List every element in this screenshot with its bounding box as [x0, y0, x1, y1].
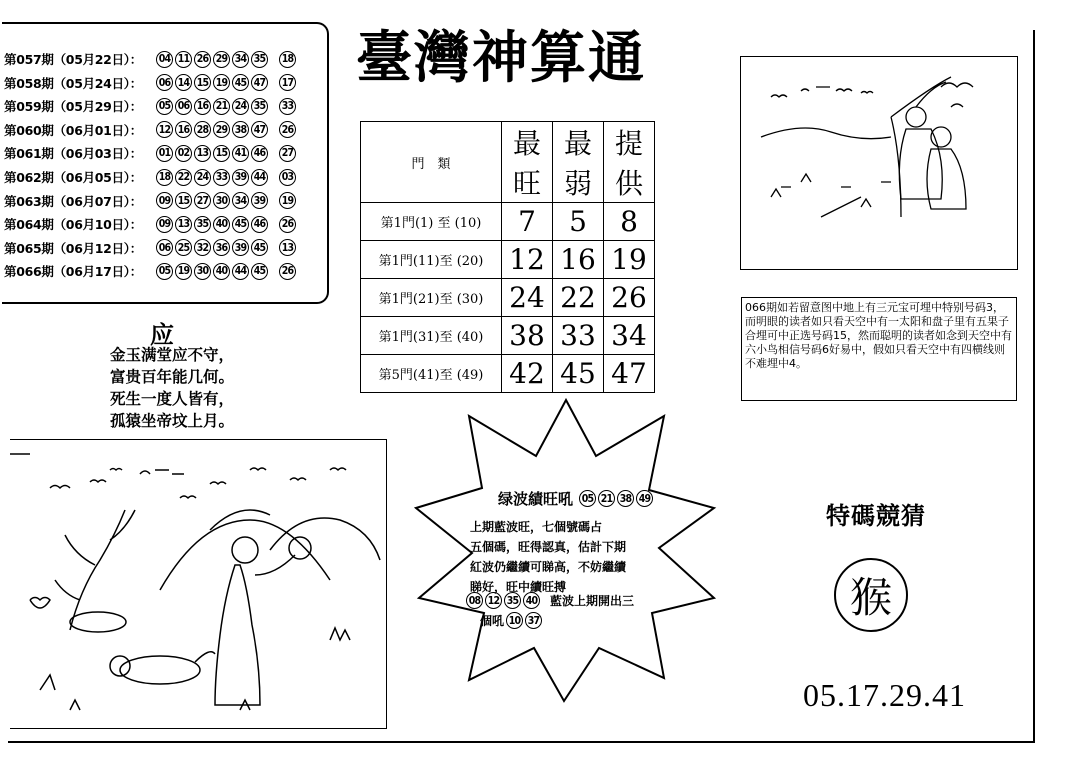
number-ball: 28 [194, 121, 211, 138]
cell-hottest: 42 [502, 355, 553, 393]
number-ball: 33 [213, 169, 230, 186]
page-frame-bottom [8, 741, 1035, 743]
star-row-2 [480, 612, 542, 629]
number-ball: 05 [156, 263, 173, 280]
number-ball: 19 [175, 263, 192, 280]
number-ball: 47 [251, 74, 268, 91]
number-ball: 06 [156, 239, 173, 256]
cell-hottest: 24 [502, 279, 553, 317]
number-ball: 45 [232, 74, 249, 91]
special-number-ball: 03 [279, 169, 296, 186]
number-ball: 39 [232, 239, 249, 256]
gate-table [360, 121, 655, 393]
draw-numbers [156, 192, 268, 209]
draw-label: 第065期（06月12日）： [4, 240, 142, 256]
illustration-old-men [740, 56, 1018, 270]
star-row2-balls [506, 612, 542, 629]
history-row [4, 95, 296, 117]
row-label: 第1門(1) 至 (10) [361, 203, 502, 241]
illustration-drawing [10, 440, 386, 728]
draw-numbers [156, 145, 268, 162]
table-row [361, 355, 655, 393]
special-number-ball: 26 [279, 216, 296, 233]
number-ball: 35 [251, 51, 268, 68]
number-ball: 16 [194, 98, 211, 115]
star-heading-text: 绿波績旺吼 [498, 490, 574, 508]
number-ball: 12 [156, 121, 173, 138]
number-ball: 10 [506, 612, 523, 629]
history-row [4, 237, 296, 259]
cell-provided: 26 [604, 279, 655, 317]
star-text-line: 上期藍波旺，七個號碼占 [470, 520, 603, 534]
draw-numbers [156, 216, 268, 233]
number-ball: 15 [175, 192, 192, 209]
number-ball: 45 [232, 216, 249, 233]
draw-numbers [156, 239, 268, 256]
draw-label: 第066期（06月17日）： [4, 264, 142, 280]
draw-label: 第057期（05月22日）： [4, 52, 142, 67]
guess-animal: 猴 [849, 573, 892, 622]
history-row [4, 142, 296, 164]
star-text [470, 517, 670, 597]
draw-label: 第059期（05月29日）： [4, 99, 142, 115]
number-ball: 22 [175, 169, 192, 186]
star-row1-balls [466, 592, 540, 609]
cell-coldest: 45 [553, 355, 604, 393]
draw-label: 第060期（06月01日）： [4, 122, 142, 138]
page-frame-right [1033, 30, 1035, 742]
special-number-ball: 18 [279, 51, 296, 68]
history-row [4, 260, 296, 282]
illustration-woman-dog [10, 439, 387, 729]
number-ball: 08 [466, 592, 483, 609]
number-ball: 13 [175, 216, 192, 233]
number-ball: 29 [213, 121, 230, 138]
row-label: 第5門(41)至 (49) [361, 355, 502, 393]
star-text-line: 睇好，旺中續旺搏 [470, 580, 567, 594]
number-ball: 21 [598, 490, 615, 507]
history-row [4, 166, 296, 188]
history-row [4, 48, 296, 70]
number-ball: 49 [636, 490, 653, 507]
number-ball: 34 [232, 51, 249, 68]
star-heading-balls [579, 490, 653, 507]
number-ball: 24 [232, 98, 249, 115]
number-ball: 24 [194, 169, 211, 186]
explanation-box: 066期如若留意图中地上有三元宝可埋中特别号码3，而明眼的读者如只看天空中有一太阳和盘子里有五果子合埋可中正选号码15，然而聪明的读者如念到天空中有六小鸟相信号码6好易中，假如只看天空中有四横线则不难埋中4。 [741, 297, 1017, 401]
number-ball: 05 [156, 98, 173, 115]
draw-label: 第058期（05月24日）： [4, 75, 142, 91]
poem-line: 富贵百年能几何。 [110, 368, 235, 386]
number-ball: 35 [194, 216, 211, 233]
number-ball: 02 [175, 145, 192, 162]
cell-coldest: 16 [553, 241, 604, 279]
special-number-ball: 26 [279, 263, 296, 280]
draw-label: 第064期（06月10日）： [4, 217, 142, 233]
number-ball: 06 [175, 98, 192, 115]
number-ball: 46 [251, 145, 268, 162]
star-heading [498, 488, 653, 509]
number-ball: 21 [213, 98, 230, 115]
number-ball: 38 [232, 121, 249, 138]
number-ball: 01 [156, 145, 173, 162]
star-row2-text: 個吼 [480, 614, 505, 628]
number-ball: 15 [213, 145, 230, 162]
number-ball: 25 [175, 239, 192, 256]
table-row [361, 279, 655, 317]
number-ball: 32 [194, 239, 211, 256]
cell-hottest: 38 [502, 317, 553, 355]
number-ball: 45 [251, 239, 268, 256]
number-ball: 40 [523, 592, 540, 609]
row-label: 第1門(21)至 (30) [361, 279, 502, 317]
number-ball: 11 [175, 51, 192, 68]
number-ball: 47 [251, 121, 268, 138]
cell-provided: 19 [604, 241, 655, 279]
number-ball: 05 [579, 490, 596, 507]
number-ball: 19 [213, 74, 230, 91]
poem-line: 死生一度人皆有， [110, 390, 235, 408]
number-ball: 04 [156, 51, 173, 68]
number-ball: 44 [232, 263, 249, 280]
poem-heading: 应 [150, 320, 174, 349]
number-ball: 35 [504, 592, 521, 609]
special-number-ball: 13 [279, 239, 296, 256]
number-ball: 14 [175, 74, 192, 91]
special-number-ball: 27 [279, 145, 296, 162]
table-row [361, 203, 655, 241]
history-row [4, 213, 296, 235]
number-ball: 09 [156, 216, 173, 233]
number-ball: 38 [617, 490, 634, 507]
cell-hottest: 7 [502, 203, 553, 241]
number-ball: 15 [194, 74, 211, 91]
number-ball: 16 [175, 121, 192, 138]
history-row [4, 119, 296, 141]
star-text-line: 紅波仍繼續可睇高，不妨繼續 [470, 560, 627, 574]
cell-provided: 34 [604, 317, 655, 355]
header-provided: 提供 [604, 122, 655, 203]
number-ball: 30 [194, 263, 211, 280]
cell-coldest: 33 [553, 317, 604, 355]
draw-numbers [156, 121, 268, 138]
row-label: 第1門(31)至 (40) [361, 317, 502, 355]
special-number-ball: 19 [279, 192, 296, 209]
number-ball: 26 [194, 51, 211, 68]
number-ball: 45 [251, 263, 268, 280]
number-ball: 34 [232, 192, 249, 209]
cell-provided: 47 [604, 355, 655, 393]
draw-label: 第062期（06月05日）： [4, 170, 142, 185]
draw-numbers [156, 74, 268, 91]
draw-numbers [156, 51, 268, 68]
header-coldest: 最弱 [553, 122, 604, 203]
special-number-ball: 33 [279, 98, 296, 115]
cell-coldest: 22 [553, 279, 604, 317]
number-ball: 41 [232, 145, 249, 162]
guess-animal-circle [834, 558, 908, 632]
history-row [4, 72, 296, 94]
draw-label: 第061期（06月03日）： [4, 146, 142, 162]
number-ball: 12 [485, 592, 502, 609]
number-ball: 39 [232, 169, 249, 186]
number-ball: 27 [194, 192, 211, 209]
number-ball: 06 [156, 74, 173, 91]
star-row-1 [466, 592, 634, 609]
header-hottest: 最旺 [502, 122, 553, 203]
illustration-drawing [741, 57, 1017, 269]
number-ball: 40 [213, 263, 230, 280]
number-ball: 09 [156, 192, 173, 209]
number-ball: 36 [213, 239, 230, 256]
poem-line: 孤猿坐帝坟上月。 [110, 412, 235, 430]
cell-coldest: 5 [553, 203, 604, 241]
history-row [4, 190, 296, 212]
table-row [361, 241, 655, 279]
number-ball: 18 [156, 169, 173, 186]
number-ball: 46 [251, 216, 268, 233]
star-text-line: 五個碼，旺得認真，估計下期 [470, 540, 627, 554]
number-ball: 13 [194, 145, 211, 162]
draw-label: 第063期（06月07日）： [4, 193, 142, 209]
guess-title: 特碼競猜 [826, 502, 926, 530]
number-ball: 35 [251, 98, 268, 115]
header-category: 門 類 [361, 122, 502, 203]
row-label: 第1門(11)至 (20) [361, 241, 502, 279]
number-ball: 37 [525, 612, 542, 629]
gate-table-header [361, 122, 655, 203]
table-row [361, 317, 655, 355]
number-ball: 44 [251, 169, 268, 186]
poem [110, 344, 234, 432]
draw-numbers [156, 98, 268, 115]
number-ball: 40 [213, 216, 230, 233]
page-title: 臺灣神算通 [356, 25, 646, 91]
special-number-ball: 17 [279, 74, 296, 91]
draw-numbers [156, 263, 268, 280]
poem-line: 金玉满堂应不守， [110, 346, 235, 364]
special-number-ball: 26 [279, 121, 296, 138]
cell-hottest: 12 [502, 241, 553, 279]
number-ball: 39 [251, 192, 268, 209]
draw-numbers [156, 169, 268, 186]
number-ball: 30 [213, 192, 230, 209]
number-ball: 29 [213, 51, 230, 68]
cell-provided: 8 [604, 203, 655, 241]
star-row1-text: 藍波上期開出三 [550, 594, 635, 608]
guess-numbers: 05.17.29.41 [803, 677, 966, 713]
